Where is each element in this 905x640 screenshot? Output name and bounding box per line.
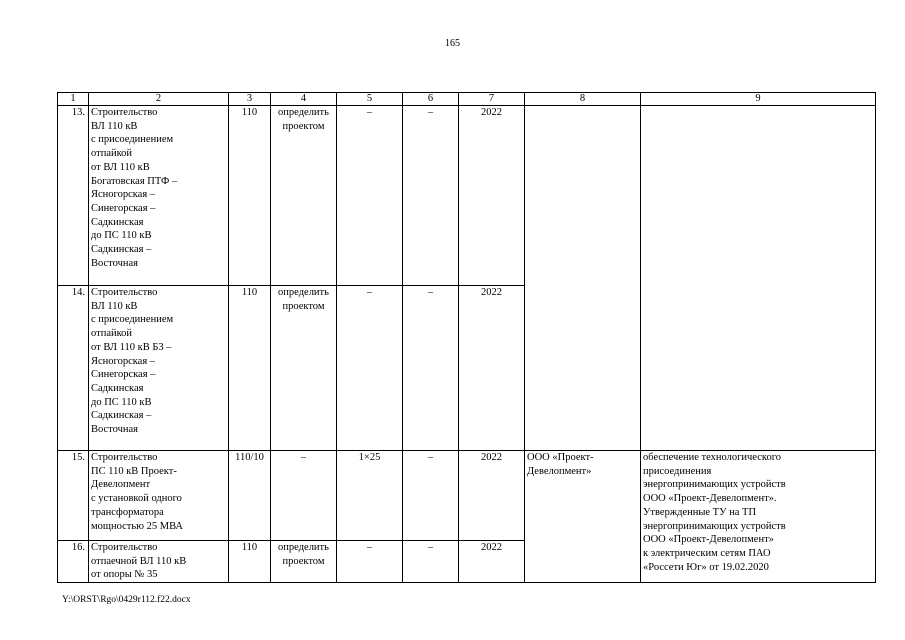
header-col-8: 8 (525, 93, 641, 106)
line-length: определить проектом (271, 286, 337, 451)
header-row (58, 93, 876, 106)
year: 2022 (459, 286, 525, 451)
row-number: 14. (58, 286, 89, 451)
purpose: обеспечение технологического присоединения энергопринимающих устройств ООО «Проект-Девелопмент». Утвержденные ТУ на ТП энергопринимающих устройств ООО «Проект-Девелопмент» к электрическим сетям ПАО «Россети Юг» от 19.02.2020 (641, 451, 876, 583)
col6-value: – (403, 106, 459, 286)
voltage: 110 (229, 286, 271, 451)
capacity: – (337, 286, 403, 451)
table-row (58, 106, 876, 286)
voltage: 110 (229, 541, 271, 583)
page-number: 165 (445, 38, 460, 49)
header-col-1: 1 (58, 93, 89, 106)
header-col-9: 9 (641, 93, 876, 106)
col6-value: – (403, 541, 459, 583)
row-number: 13. (58, 106, 89, 286)
line-length: – (271, 451, 337, 541)
year: 2022 (459, 106, 525, 286)
year: 2022 (459, 541, 525, 583)
header-col-6: 6 (403, 93, 459, 106)
line-length: определить проектом (271, 106, 337, 286)
capacity: – (337, 541, 403, 583)
line-length: определить проектом (271, 541, 337, 583)
col6-value: – (403, 451, 459, 541)
organization-empty (525, 106, 641, 451)
header-col-3: 3 (229, 93, 271, 106)
organization: ООО «Проект- Девелопмент» (525, 451, 641, 583)
project-name: Строительство ВЛ 110 кВ с присоединением отпайкой от ВЛ 110 кВ Б3 – Ясногорская – Синегорская – Садкинская до ПС 110 кВ Садкинская – Восточная (89, 286, 229, 451)
project-table (57, 92, 876, 583)
capacity: – (337, 106, 403, 286)
voltage: 110 (229, 106, 271, 286)
row-number: 16. (58, 541, 89, 583)
project-name: Строительство ВЛ 110 кВ с присоединением отпайкой от ВЛ 110 кВ Богатовская ПТФ – Ясногорская – Синегорская – Садкинская до ПС 110 кВ Садкинская – Восточная (89, 106, 229, 286)
project-name: Строительство ПС 110 кВ Проект- Девелопмент с установкой одного трансформатора мощностью 25 МВА (89, 451, 229, 541)
purpose-empty (641, 106, 876, 451)
col6-value: – (403, 286, 459, 451)
file-path-footer: Y:\ORST\Rgo\0429r112.f22.docx (62, 595, 191, 605)
row-number: 15. (58, 451, 89, 541)
table-row (58, 451, 876, 541)
year: 2022 (459, 451, 525, 541)
header-col-5: 5 (337, 93, 403, 106)
header-col-4: 4 (271, 93, 337, 106)
header-col-7: 7 (459, 93, 525, 106)
capacity: 1×25 (337, 451, 403, 541)
project-name: Строительство отпаечной ВЛ 110 кВ от опоры № 35 (89, 541, 229, 583)
voltage: 110/10 (229, 451, 271, 541)
header-col-2: 2 (89, 93, 229, 106)
